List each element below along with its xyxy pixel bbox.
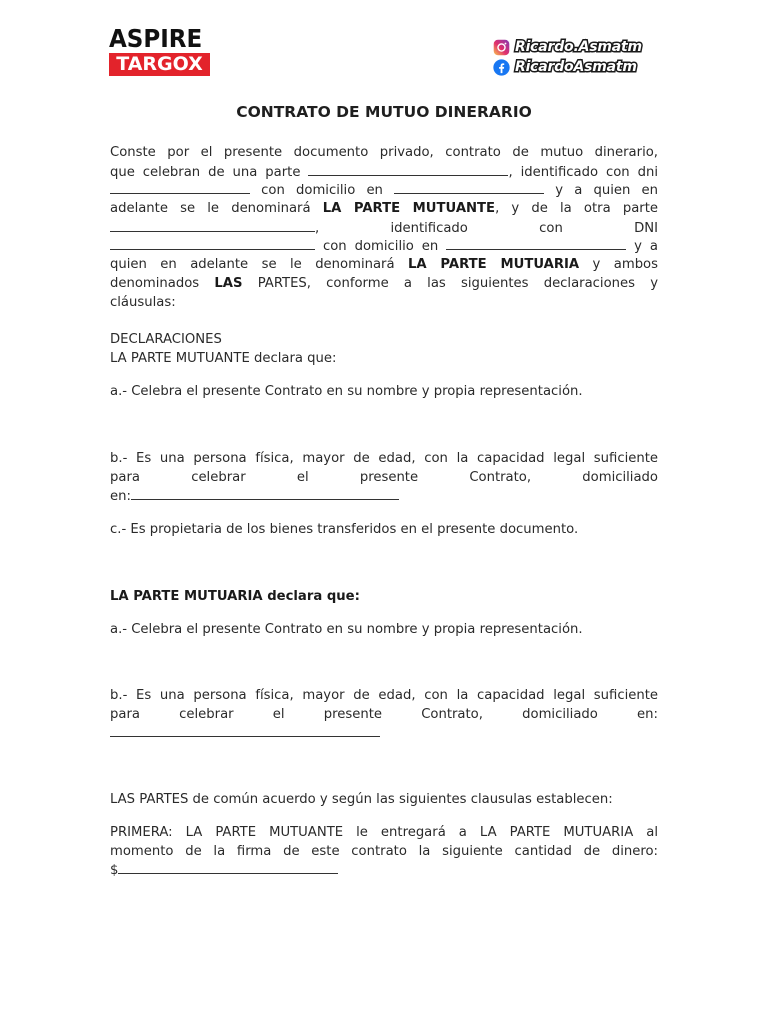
- word: Contrato,: [469, 469, 532, 485]
- intro-line-4: [110, 200, 658, 219]
- mutuante-clause-b: [110, 450, 658, 506]
- mutuaria-declara-heading: LA PARTE MUTUARIA declara que:: [110, 589, 360, 604]
- word: para: [110, 469, 140, 485]
- facebook-handle: RicardoAsmatm: [515, 59, 637, 75]
- word: presente: [323, 706, 382, 722]
- mutuante-clause-c: c.- Es propietaria de los bienes transferidos en el presente documento.: [110, 522, 579, 537]
- blank-line[interactable]: [110, 181, 250, 194]
- intro-line-2: [110, 163, 658, 182]
- mutuaria-clause-b: [110, 687, 658, 743]
- mutuaria-clause-a: a.- Celebra el presente Contrato en su nombre y propia representación.: [110, 622, 583, 637]
- logo-bottom-text: TARGOX: [109, 53, 210, 76]
- instagram-icon: [493, 39, 510, 56]
- word: para: [110, 706, 140, 722]
- word: el: [296, 469, 309, 485]
- text: , y de la otra parte: [495, 201, 658, 217]
- word: en:: [637, 706, 658, 722]
- social-handles: [493, 37, 663, 77]
- brand-logo: [109, 26, 210, 76]
- text: con: [539, 220, 563, 236]
- word: celebrar: [179, 706, 234, 722]
- text: identificado: [390, 220, 468, 236]
- intro-line-3: [110, 181, 658, 200]
- intro-line-1: [110, 144, 658, 163]
- clause-line: [110, 469, 658, 488]
- blank-line[interactable]: [394, 181, 544, 194]
- mutuante-clause-a: a.- Celebra el presente Contrato en su nombre y propia representación.: [110, 384, 583, 399]
- blank-line[interactable]: [110, 219, 315, 232]
- text: $: [110, 863, 119, 879]
- text: ,: [315, 220, 320, 236]
- text: con domicilio en: [261, 183, 383, 199]
- intro-line-9: cláusulas:: [110, 294, 176, 310]
- text: Conste por el presente documento privado, contrato de mutuo dinerario,: [110, 145, 658, 160]
- clause-line: [110, 861, 658, 880]
- text: y a: [634, 239, 658, 255]
- clause-line: [110, 487, 658, 506]
- facebook-icon: [493, 59, 510, 76]
- text: y a quien en: [555, 183, 658, 199]
- facebook-row: [493, 57, 663, 77]
- intro-line-7: [110, 256, 658, 275]
- clause-line: [110, 706, 658, 725]
- logo-top-text: ASPIRE: [109, 24, 203, 53]
- text: en:: [110, 489, 131, 505]
- document-title: CONTRATO DE MUTUO DINERARIO: [236, 103, 532, 121]
- clause-line: [110, 724, 658, 743]
- text: y ambos: [592, 257, 658, 273]
- intro-line-5: [110, 219, 658, 238]
- clause-line: b.- Es una persona física, mayor de edad, con la capacidad legal suficiente: [110, 451, 658, 466]
- intro-paragraph: [110, 144, 658, 312]
- mutuaria-label: LA PARTE MUTUARIA: [408, 257, 580, 273]
- text: con domicilio en: [322, 239, 439, 255]
- clause-line: momento de la firma de este contrato la siguiente cantidad de dinero:: [110, 843, 658, 859]
- intro-line-6: [110, 237, 658, 256]
- partes-acuerdo-text: LAS PARTES de común acuerdo y según las siguientes clausulas establecen:: [110, 792, 613, 807]
- text: quien en adelante se le denominará: [110, 257, 395, 273]
- word: celebrar: [191, 469, 246, 485]
- clause-line: b.- Es una persona física, mayor de edad, con la capacidad legal suficiente: [110, 688, 658, 703]
- blank-line[interactable]: [118, 861, 338, 874]
- word: presente: [359, 469, 419, 485]
- blank-line[interactable]: [110, 237, 315, 250]
- primera-clause: [110, 824, 658, 880]
- partes-label: LAS: [214, 275, 243, 291]
- blank-line[interactable]: [131, 487, 399, 500]
- instagram-row: [493, 37, 663, 57]
- mutuante-label: LA PARTE MUTUANTE: [322, 201, 496, 217]
- text: PARTES, conforme a las siguientes declaraciones y: [257, 275, 658, 291]
- word: el: [272, 706, 285, 722]
- text: que celebran de una parte: [110, 164, 301, 180]
- blank-line[interactable]: [446, 237, 626, 250]
- declaraciones-heading: DECLARACIONES: [110, 332, 222, 347]
- word: domiciliado: [582, 469, 658, 485]
- text: adelante se le denominará: [110, 201, 311, 217]
- word: domiciliado: [522, 706, 598, 722]
- blank-line[interactable]: [110, 724, 380, 737]
- text: denominados: [110, 275, 200, 291]
- intro-line-8: [110, 275, 658, 294]
- word: Contrato,: [421, 706, 483, 722]
- mutuante-declara-heading: LA PARTE MUTUANTE declara que:: [110, 351, 337, 366]
- instagram-handle: Ricardo.Asmatm: [515, 39, 642, 55]
- text: DNI: [634, 220, 658, 236]
- text: , identificado con dni: [508, 164, 658, 180]
- clause-line: PRIMERA: LA PARTE MUTUANTE le entregará a LA PARTE MUTUARIA al: [110, 825, 658, 840]
- blank-line[interactable]: [308, 163, 508, 176]
